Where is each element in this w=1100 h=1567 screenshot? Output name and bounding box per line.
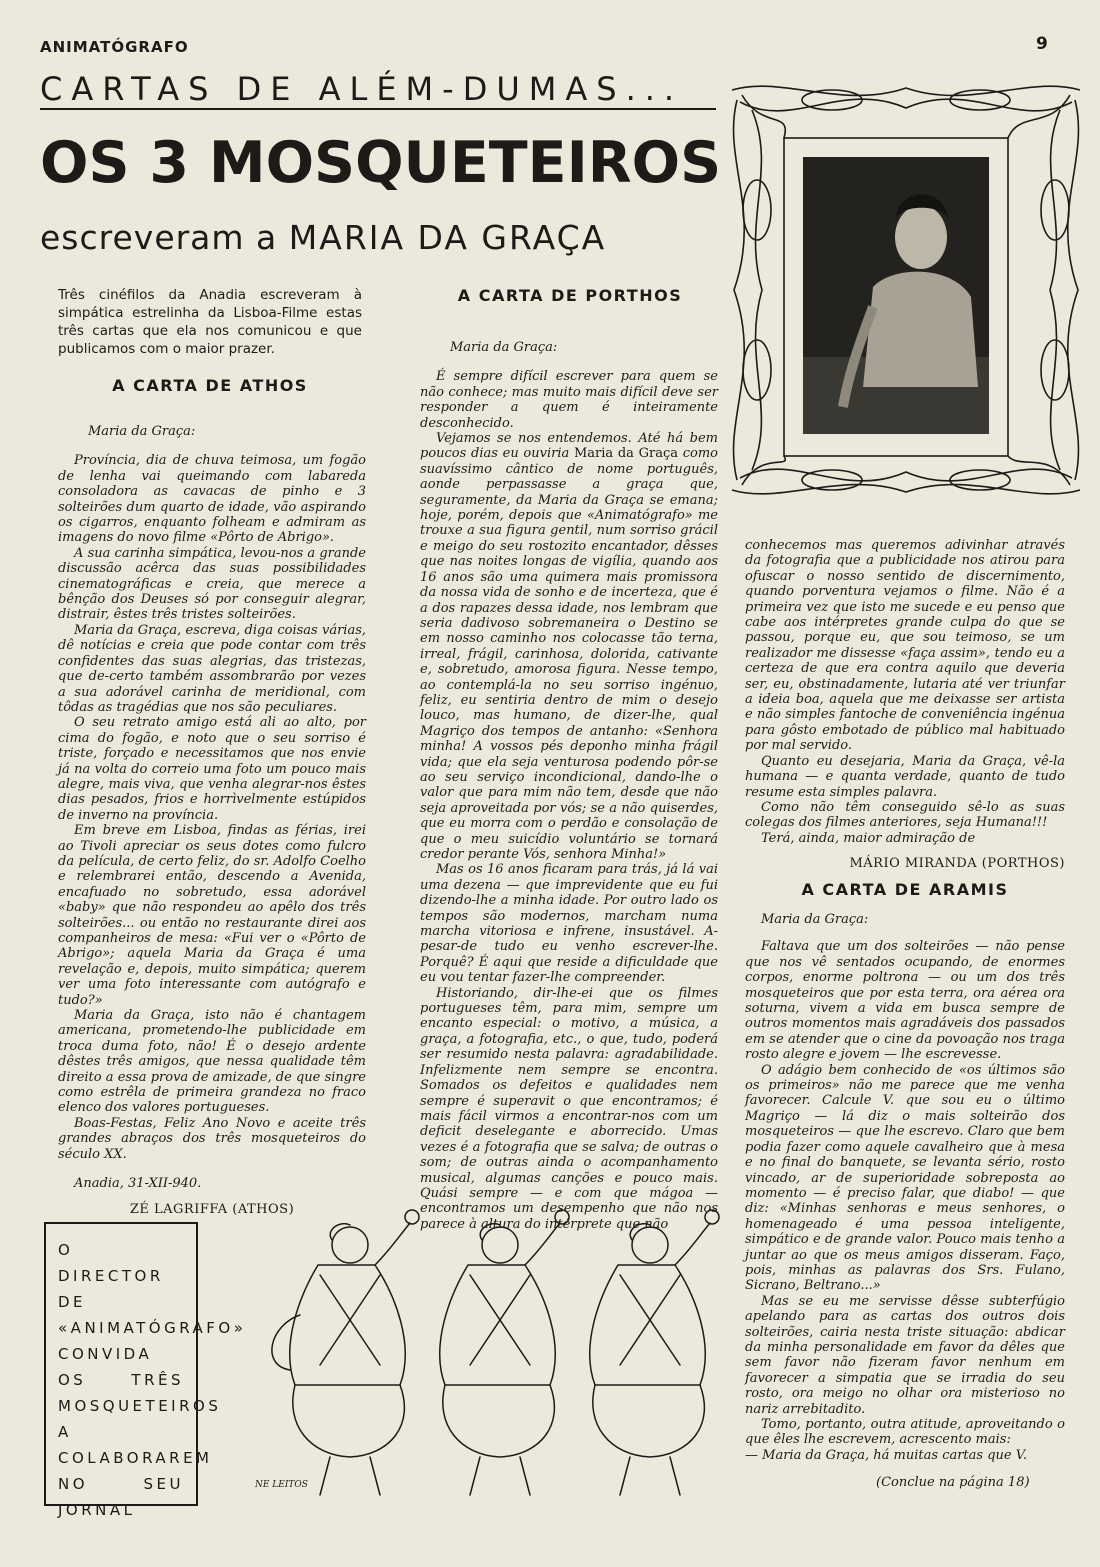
subheadline-name: MARIA DA GRAÇA (288, 218, 607, 257)
athos-letter-title: A CARTA DE ATHOS (112, 376, 308, 395)
intro-paragraph: Três cinéfilos da Anadia escreveram à simpática estrelinha da Lisboa-Filme estas três cartas que ela nos comunicou e que publicamos com o maior prazer. (58, 287, 362, 357)
headline: OS 3 MOSQUETEIROS (40, 130, 722, 196)
aramis-salutation: Maria da Graça: (761, 912, 869, 927)
aramis-paragraph: Faltava que um dos solteirões — não pense que nos vê sentados ocupando, de enormes corpos, enorme poltrona — ou um dos três mosqueteiros que por esta terra, ora aérea ora soturna, vivem a vida em busca sempre de outros momentos mais agradáveis dos passados em se atender que o cine da povoação nos traga rosto alegre e jovem — lhe escrevesse. (745, 939, 1065, 1063)
porthos-letter (420, 326, 718, 1232)
section-title: CARTAS DE ALÉM-DUMAS... (40, 70, 684, 108)
aramis-letter (745, 912, 1065, 1463)
porthos-name-mention: Maria da Graça (573, 446, 679, 462)
illustration-signature: NE LEITOS (255, 1480, 308, 1490)
porthos-paragraph (420, 431, 718, 862)
porthos-paragraph: Terá, ainda, maior admiração de (761, 830, 976, 846)
subheadline (40, 218, 730, 257)
porthos-letter-continued (745, 538, 1065, 872)
magazine-name: ANIMATÓGRAFO (40, 38, 189, 56)
athos-letter (58, 410, 366, 1217)
porthos-text: Vejamos se nos entendemos. Até há bem poucos dias eu ouviria (420, 431, 718, 462)
actress-photo (803, 157, 989, 434)
athos-paragraph: A sua carinha simpática, levou-nos a grande discussão acêrca das suas possibilidades cinematográficas e creia, que merece a bênção dos Deuses só por conseguir alegrar, distrair, êstes três tristes solteirões. (58, 545, 366, 623)
aramis-letter-title: A CARTA DE ARAMIS (801, 880, 1009, 899)
porthos-paragraph: Quanto eu desejaria, Maria da Graça, vê-la humana — e quanta verdade, quanto de tudo resume esta simples palavra. (745, 753, 1065, 800)
aramis-paragraph: Mas se eu me servisse dêsse subterfúgio apelando para as cartas dos outros dois solteirões, cairia nesta triste situação: abdicar da minha personalidade em favor da dêles que sem favor não fizeram favor nenhum em favorecer a simpatia que se irradia do seu rosto, ora meigo no olhar ora misterioso no nariz arrebitadito. (745, 1293, 1065, 1417)
porthos-paragraph: conhecemos mas queremos adivinhar através da fotografia que a publicidade nos atirou para ofuscar o nosso sentido de discernimento, quando porventura vejamos o filme. Não é a primeira vez que isto me sucede e eu penso que cabe aos intérpretes grande culpa do que se passou, porque eu, que sou teimoso, se um realizador me dissesse «faça assim», tendo eu a certeza de que era contra aquilo que deveria ser, eu, obstinadamente, lutaria até ver triunfar a ideia boa, aquela que me deixasse ser artista e não simples fantoche de conveniência ingénua para gôsto embotado de público mal habituado por mal servido. (745, 538, 1065, 754)
porthos-paragraph: Como não têm conseguido sê-lo as suas colegas dos filmes anteriores, seja Humana!!! (745, 799, 1065, 831)
athos-salutation: Maria da Graça: (88, 424, 196, 439)
porthos-text: como suavíssimo cântico de nome português, aonde perpassasse a graça que, seguramente, da Maria da Graça se emana; hoje, porém, depois que «Animatógrafo» me trouxe a sua figura gentil, num sorriso grácil e meigo do seu rostozito encantador, dêsses que nas noites longas de vigília, quando aos 16 anos são uma quimera mais promissora da nossa vida de sonho e de incerteza, que é a dos rapazes dessa idade, nos lembram que seria dadivoso sobremaneira o Destino se em nosso caminho nos colocasse tão terna, irreal, frágil, carinhosa, dolorida, cativante e, sobretudo, amorosa figura. Nesse tempo, ao contemplá-la no seu sorriso ingénuo, feliz, eu sentiria dentro de mim o desejo louco, mas humano, de dizer-lhe, qual Magriço dos tempos de antanho: «Senhora minha! A vossos pés deponho minha frágil vida; que ela seja venturosa podendo pôr-se ao seu serviço incondicional, dando-lhe o valor que para mim não tem, desde que não seja aproveitada por vós; se a não quiserdes, que eu morra com o perdão e consolação de que o meu suicídio voluntário se tornará credor perante Vós, senhora Minha!» (420, 446, 718, 862)
musketeers-illustration (200, 1195, 720, 1505)
page-number: 9 (1036, 34, 1048, 54)
athos-paragraph: Província, dia de chuva teimosa, um fogão de lenha vai queimando com labareda consoladora as cavacas de pinho e 3 solteirões dum quarto de idade, vão aspirando os cigarros, enquanto folheam e admiram as imagens do novo filme «Pôrto de Abrigo». (58, 453, 366, 546)
aramis-paragraph: Tomo, portanto, outra atitude, aproveitando o que êles lhe escrevem, acrescento mais: (745, 1417, 1065, 1448)
porthos-signature: MÁRIO MIRANDA (PORTHOS) (849, 856, 1065, 872)
subheadline-prefix: escreveram a (40, 218, 278, 257)
athos-paragraph: Maria da Graça, escreva, diga coisas várias, dê notícias e creia que pode contar com três confidentes das suas alegrias, das tristezas, que de-certo também assombrarão por vezes a sua adorável carinha de meridional, com tôdas as tragédias que nos são peculiares. (58, 622, 366, 715)
porthos-paragraph: Mas os 16 anos ficaram para trás, já lá vai uma dezena — que imprevidente que eu fui dizendo-lhe a minha idade. Por outro lado os tempos são modernos, marcham numa marcha vitoriosa e infrene, insustável. A-pesar-de tudo eu venho escrever-lhe. Porquê? É aqui que reside a dificuldade que eu vou tentar fazer-lhe compreender. (420, 862, 718, 986)
aramis-paragraph: — Maria da Graça, há muitas cartas que V. (745, 1447, 1027, 1463)
athos-paragraph: Boas-Festas, Feliz Ano Novo e aceite três grandes abraços dos três mosqueteiros do século XX. (58, 1115, 366, 1162)
athos-signature: ZÉ LAGRIFFA (ATHOS) (129, 1201, 295, 1217)
aramis-paragraph: O adágio bem conhecido de «os últimos são os primeiros» não me parece que me venha favorecer. Calcule V. que sou eu o último Magriço — lá diz o mais solteirão dos mosqueteiros — que lhe escrevo. Claro que bem podia fazer como aquele cavalheiro que à mesa e no final do banquete, se levanta sério, rosto vincado, ar de superioridade sobreposta ao momento — é preciso falar, que diabo! — que diz: «Minhas senhoras e meus senhores, o homenageado é uma pessoa inteligente, simpático e de grande valor. Pouco mais tenho a juntar ao que os meus amigos disseram. Faço, pois, minhas as palavras dos Srs. Fulano, Sicrano, Beltrano...» (745, 1062, 1065, 1294)
porthos-paragraph: Historiando, dir-lhe-ei que os filmes portugueses têm, para mim, sempre um encanto especial: o motivo, a música, a graça, a fotografia, etc., o que, tudo, poderá ser resumido nesta palavra: agradabilidade. Infelizmente nem sempre se encontra. Somados os defeitos e qualidades nem sempre é superavit o que encontramos; é mais fácil virmos a encontrar-nos com um deficit deselegante e aborrecido. Umas vezes é a fotografia que se salva; de outras o som; de outras ainda o acompanhamento musical, algumas canções e pouco mais. Quási sempre — e com que mágoa — encontramos um desempenho que não nos parece à altura do intérprete que não (420, 985, 718, 1232)
title-rule (40, 108, 716, 110)
athos-paragraph: Maria da Graça, isto não é chantagem americana, prometendo-lhe publicidade em troca duma foto, não! É o desejo ardente dêstes três amigos, que nessa qualidade têm direito a essa prova de amizade, de que singre como estrêla de primeira grandeza no fraco elenco dos valores portugueses. (58, 1008, 366, 1116)
athos-paragraph: O seu retrato amigo está ali ao alto, por cima do fogão, e noto que o seu sorriso é triste, forçado e necessitamos que nos envie já na volta do correio uma foto um pouco mais alegre, mais viva, que venha alegrar-nos êstes dias pesados, frios e horrìvelmente estúpidos de inverno na província. (58, 715, 366, 823)
continuation-note: (Conclue na página 18) (876, 1475, 1030, 1490)
porthos-letter-title: A CARTA DE PORTHOS (457, 286, 683, 305)
athos-paragraph: Em breve em Lisboa, findas as férias, irei ao Tivoli apreciar os seus dotes como fulcro da película, de certo feliz, do sr. Adolfo Coelho e relembrarei então, descendo a Avenida, encafuado no sobretudo, essa adorável «baby» que não respondeu ao apêlo dos três solteirões... ou então no restaurante direi aos companheiros de mesa: «Fui ver o «Pôrto de Abrigo»; aquela Maria da Graça é uma revelação e, depois, muito simpática; querem ver uma foto interessante com autógrafo e tudo?» (58, 823, 366, 1008)
porthos-salutation: Maria da Graça: (450, 340, 558, 355)
porthos-paragraph: É sempre difícil escrever para quem se não conhece; mas muito mais difícil deve ser responder a quem é inteiramente desconhecido. (420, 369, 718, 431)
invitation-text: O DIRECTOR DE «ANIMATÓGRAFO» CONVIDA OS TRÊS MOSQUETEIROS A COLABORAREM NO SEU JORNAL (58, 1241, 247, 1519)
athos-date: Anadia, 31-XII-940. (74, 1176, 202, 1192)
